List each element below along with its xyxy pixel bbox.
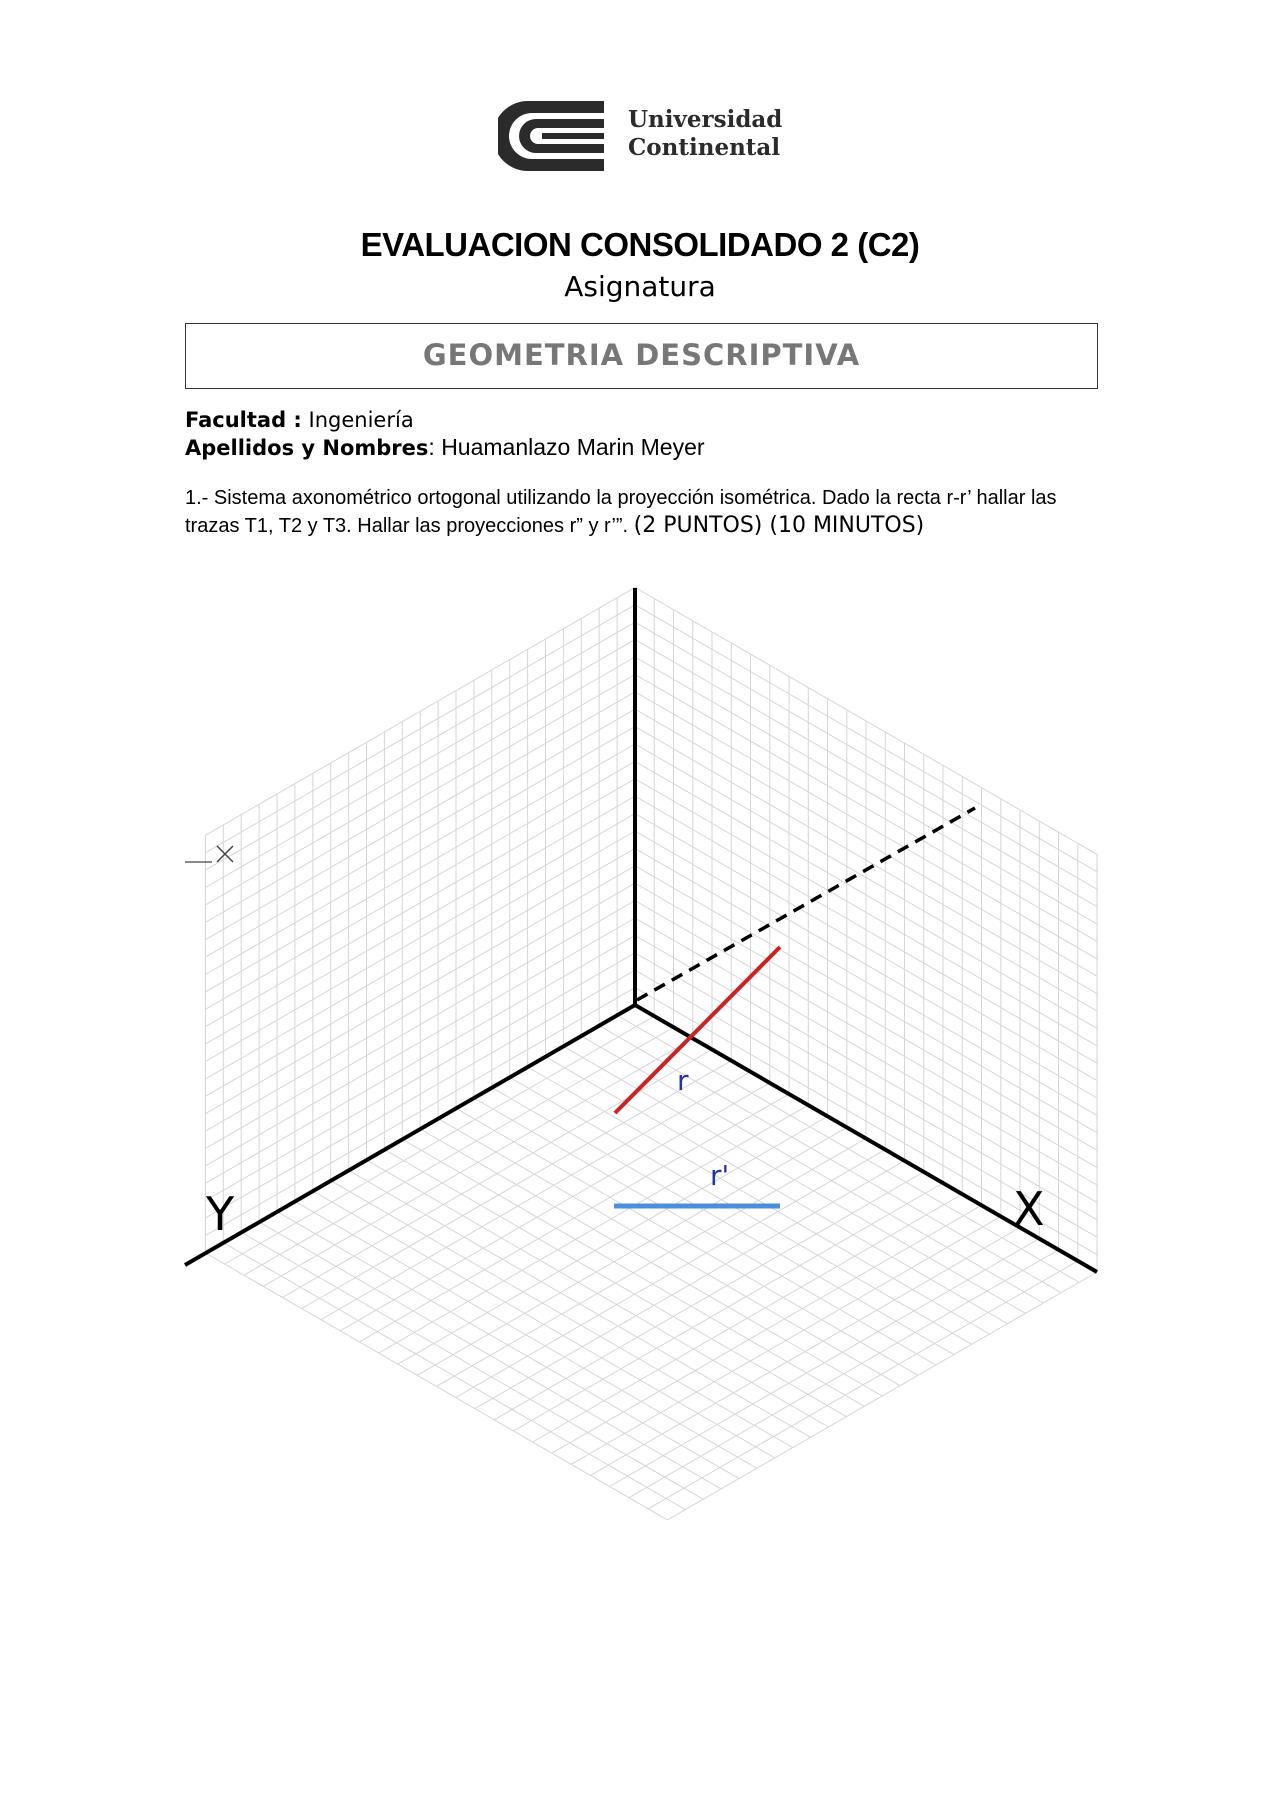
exam-subtitle: Asignatura [564, 270, 716, 303]
cross-mark-icon [217, 846, 233, 862]
faculty-label: Facultad : [185, 408, 302, 432]
question-points: (2 PUNTOS) (10 MINUTOS) [633, 513, 925, 538]
exam-title: EVALUACION CONSOLIDADO 2 (C2) [360, 226, 920, 263]
axis-y-label: Y [206, 1187, 235, 1241]
axis-x-label: X [1013, 1182, 1045, 1236]
line-r-prime-label: r' [710, 1159, 730, 1192]
logo-line-1: Universidad [628, 106, 783, 133]
logo-line-2: Continental [628, 134, 781, 161]
course-name: GEOMETRIA DESCRIPTIVA [422, 338, 861, 372]
student-name-value: : Huamanlazo Marin Meyer [428, 434, 705, 460]
line-r-label: r [677, 1064, 689, 1097]
faculty-value: Ingeniería [308, 408, 414, 432]
isometric-grid [205, 587, 1097, 1520]
question-text: 1.- Sistema axonométrico ortogonal utilizando la proyección isométrica. Dado la recta r-r’ hallar las trazas T1, T2 y T3. Hallar las proyecciones r” y r’”. [185, 487, 1057, 537]
student-name-label: Apellidos y Nombres [185, 436, 429, 460]
